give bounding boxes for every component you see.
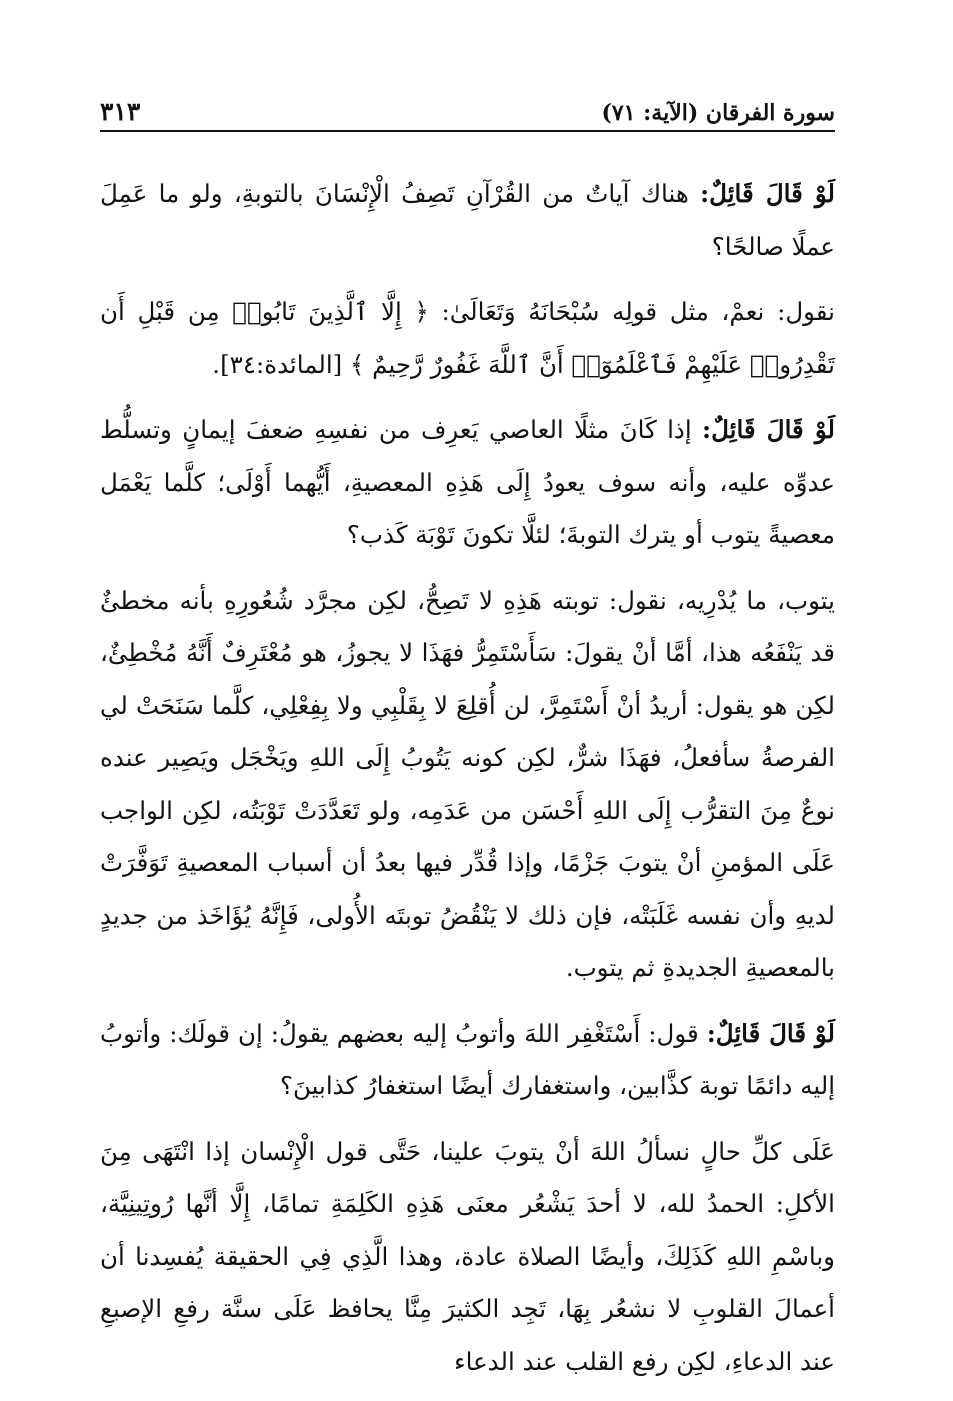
paragraph-text: هناك آياتٌ من القُرْآنِ تَصِفُ الْإِنْسَانَ بالتوبةِ، ولو ما عَمِلَ عملًا صالحًا؟ [100,179,835,261]
page-body [100,168,835,1401]
paragraph-text: عَلَى كلِّ حالٍ نسألُ اللهَ أنْ يتوبَ علينا، حَتَّى قول الْإِنْسان إذا انْتَهَى مِنَ الأكلِ: الحمدُ لله، لا أحدَ يَشْعُر معنَى هَذِهِ الكَلِمَةِ تمامًا، إِلَّا أنَّها رُوتِينِيَّة، وباسْمِ اللهِ كَذَلِكَ، وأيضًا الصلاة عادة، وهذا الَّذِي فِي الحقيقة يُفسِدنا أن أعمالَ القلوبِ لا نشعُر بِهَا، تَجِد الكثيرَ مِنَّا يحافظ عَلَى سنَّة رفعِ الإصبعِ عند الدعاءِ، لكِن رفع القلب عند الدعاء [100,1136,835,1376]
paragraph-answer-1 [100,286,835,391]
paragraph-lead: لَوْ قَالَ قَائِلٌ: [700,179,835,208]
paragraph-text: يتوب، ما يُدْرِيه، نقول: توبته هَذِهِ لا تَصِحُّ، لكِن مجرَّد شُعُورِهِ بأنه مخطئٌ قد يَنْفَعُه هذا، أمَّا أنْ يقولَ: سَأَسْتَمِرُّ فهَذَا لا يجوزُ، هو مُعْتَرِفٌ أَنَّهُ مُخْطِئٌ، لكِن هو يقول: أريدُ أنْ أَسْتَمِرَّ، لن أُقلِعَ لا بِقَلْبِي ولا بِفِعْلِي، كلَّما سَنَحَتْ لي الفرصةُ سأفعلُ، فهَذَا شرٌّ، لكِن كونه يَتُوبُ إِلَى اللهِ ويَخْجَل ويَصِير عنده نوعٌ مِنَ التقرُّب إِلَى اللهِ أَحْسَن من عَدَمِه، ولو تَعَدَّدَتْ تَوْبَتُه، لكِن الواجب عَلَى المؤمنِ أنْ يتوبَ جَزْمًا، وإذا قُدِّر فيها بعدُ أن أسباب المعصيةِ تَوَفَّرَتْ لديهِ وأن نفسه غَلَبَتْه، فإن ذلك لا يَنْقُضُ توبتَه الأُولى، فَإِنَّهُ يُؤَاخَذ من جديدٍ بالمعصيةِ الجديدةِ ثم يتوب. [100,585,835,982]
paragraph-lead: لَوْ قَالَ قَائِلٌ: [702,415,835,444]
running-title: سورة الفرقان (الآية: ٧١) [601,100,835,126]
paragraph-answer-3 [100,1126,835,1389]
page-number: ٣١٣ [100,97,141,126]
paragraph-lead: لَوْ قَالَ قَائِلٌ: [706,1018,835,1048]
paragraph-text: نقول: نعمْ، مثل قولِه سُبْحَانَهُ وَتَعَالَىٰ: ﴿ إِلَّا ٱلَّذِينَ تَابُوا۟ مِن قَبْلِ أَن تَقْدِرُوا۟ عَلَيْهِمْ فَٱعْلَمُوٓا۟ أَنَّ ٱللَّهَ غَفُورٌ رَّحِيمٌ ﴾ [المائدة:٣٤]. [100,297,835,379]
page-header [100,96,835,132]
paragraph-question-3 [100,1008,835,1113]
paragraph-text: إذا كَانَ مثلًا العاصي يَعرِف من نفسِهِ ضعفَ إيمانٍ وتسلُّط عدوِّه عليه، وأنه سوف يعودُ إِلَى هَذِهِ المعصيةِ، أَيُّهما أَوْلَى؛ كلَّما يَعْمَل معصيةً يتوب أو يترك التوبةَ؛ لئلَّا تكونَ تَوْبَة كَذب؟ [100,415,835,549]
paragraph-answer-2 [100,575,835,995]
paragraph-question-1 [100,168,835,273]
paragraph-text: قول: أَسْتَغْفِر اللهَ وأتوبُ إليه بعضهم يقولُ: إن قولَك: وأتوبُ إليه دائمًا توبة كذَّابين، واستغفارك أيضًا استغفارُ كذابينَ؟ [100,1018,835,1100]
paragraph-question-2 [100,404,835,562]
